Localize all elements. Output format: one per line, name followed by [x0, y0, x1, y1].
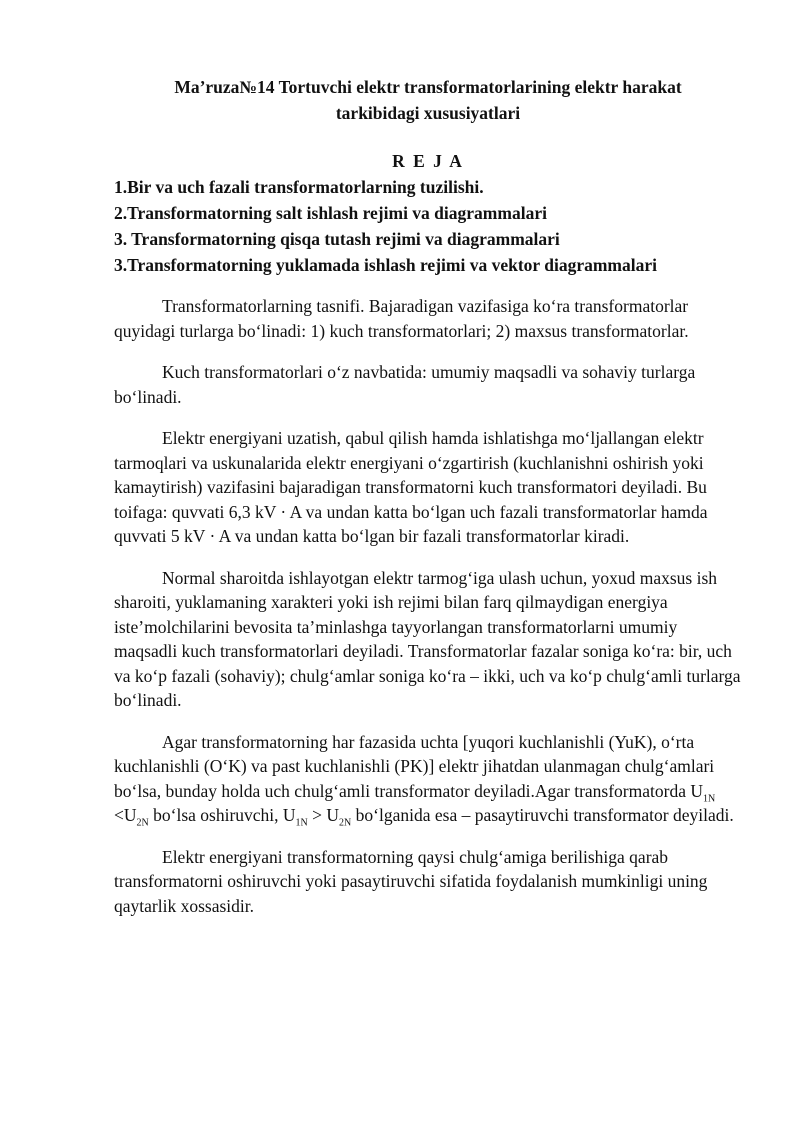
subscript: 1N: [702, 793, 716, 804]
paragraph-windings: [114, 730, 742, 828]
plan-item: 2.Transformatorning salt ishlash rejimi va diagrammalari: [114, 203, 547, 223]
plan-heading: R E J A: [392, 151, 464, 171]
plan-item: 3. Transformatorning qisqa tutash rejimi va diagrammalari: [114, 229, 560, 249]
paragraph-power-transformers: Kuch transformatorlari o‘z navbatida: umumiy maqsadli va sohaviy turlarga bo‘linadi.: [114, 362, 696, 407]
paragraph-definition: Elektr energiyani uzatish, qabul qilish hamda ishlatishga mo‘ljallangan elektr tarmoqlari va uskunalarida elektr energiyani o‘zgartirish (kuchlanishni oshirish yoki kamaytirish) vazifasini bajaradigan transformatorni kuch transformatori deyiladi. Bu toifaga: quvvati 6,3 kV · A va undan katta bo‘lgan uch fazali transformatorlar hamda quvvati 5 kV · A va undan katta bo‘lgan bir fazali transformatorlar kiradi.: [114, 428, 708, 546]
plan-list: [114, 174, 742, 278]
lecture-title-line2: tarkibidagi xususiyatlari: [335, 103, 521, 123]
plan-item: 3.Transformatorning yuklamada ishlash rejimi va vektor diagrammalari: [114, 255, 657, 275]
subscript: 2N: [339, 817, 352, 829]
paragraph-general-purpose: Normal sharoitda ishlayotgan elektr tarmog‘iga ulash uchun, yoxud maxsus ish sharoiti, yuklamaning xarakteri yoki ish rejimi bilan farq qilmaydigan energiya iste’molchilarini bevosita ta’minlashga tayyorlangan transformatorlarni umumiy maqsadli kuch transformatorlari deyiladi. Transformatorlar fazalar soniga ko‘ra: bir, uch va ko‘p fazali (sohaviy); chulg‘amlar soniga ko‘ra – ikki, uch va ko‘p chulg‘amli turlarga bo‘linadi.: [114, 567, 741, 710]
lecture-title-line1: Ma’ruza№14 Tortuvchi elektr transformatorlarining elektr harakat: [174, 77, 682, 97]
text-fragment: Agar transformatorning har fazasida uchta [yuqori kuchlanishli (YuK), o‘rta kuchlanishli (O‘K) va past kuchlanishli (PK)] elektr jihatdan ulanmagan chulg‘amlari bo‘lsa, bunday holda uch chulg‘amli transformator deyiladi.Agar transformatorda U: [114, 731, 715, 801]
subscript: 2N: [136, 817, 149, 829]
text-fragment: > U: [307, 805, 340, 825]
text-fragment: bo‘lsa oshiruvchi, U: [148, 805, 296, 825]
paragraph-classification: Transformatorlarning tasnifi. Bajaradigan vazifasiga ko‘ra transformatorlar quyidagi turlarga bo‘linadi: 1) kuch transformatorlari; 2) maxsus transformatorlar.: [114, 296, 689, 341]
subscript: 1N: [295, 817, 308, 829]
text-fragment: bo‘lganida esa – pasaytiruvchi transformator deyiladi.: [351, 805, 734, 825]
lecture-title: [114, 74, 742, 126]
paragraph-reversibility: Elektr energiyani transformatorning qaysi chulg‘amiga berilishiga qarab transformatorni oshiruvchi yoki pasaytiruvchi sifatida foydalanish mumkinligi uning qaytarlik xossasidir.: [114, 846, 708, 916]
plan-item: 1.Bir va uch fazali transformatorlarning tuzilishi.: [114, 177, 484, 197]
text-fragment: <U: [114, 805, 137, 825]
document-page: [114, 74, 742, 918]
